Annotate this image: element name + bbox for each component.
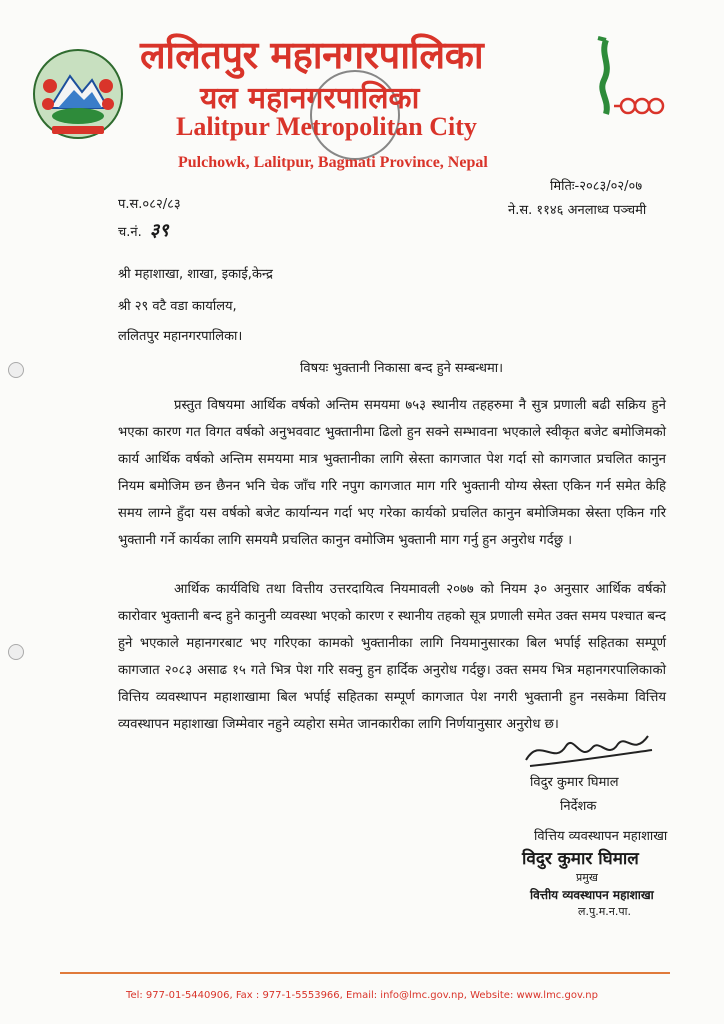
- signatory-designation: निर्देशक: [560, 799, 597, 814]
- body-paragraph-1: प्रस्तुत विषयमा आर्थिक वर्षको अन्तिम समयमा ७५३ स्थानीय तहहरुमा नै सुत्र प्रणाली बढी सक्रिय हुने भएका कारण गत विगत वर्षको अनुभववाट भुक्तानीमा ढिलो हुन सक्ने सम्भावना भएकाले स्वीकृत बजेट बमोजिमको कार्य आर्थिक वर्षको अन्तिम समयमा मात्र भुक्तानीका लागि स्रेस्ता कागजात पेश गर्दा सो कागजात प्रचलित कानुन नियम बमोजिम छन छैनन भनि चेक जाँच गरि नपुग कागजात माग गरि भुक्तानी योग्य स्रेस्ता एकिन गर्न समेत केहि समय लाग्ने हुँदा यस वर्षको बजेट कार्यान्यन गर्दा भए गरेका कार्यको प्रचलित कानुन बमोजिमका स्रेस्ता एकिन गरि भुक्तानी गर्ने कार्यका लागि समयमै प्रचलित कानुन वमोजिम भुक्तानी माग गर्नु हुन अनुरोध गर्दछु ।: [118, 398, 666, 548]
- body-paragraph-2: आर्थिक कार्यविधि तथा वित्तीय उत्तरदायित्व नियमावली २०७७ को नियम ३० अनुसार आर्थिक वर्षको कारोवार भुक्तानी बन्द हुने कानुनी व्यवस्था भएको कारण र स्थानीय तहको सूत्र प्रणाली समेत उक्त समय पश्चात बन्द हुने भएकाले महानगरबाट भए गरिएका कामको भुक्तानीका लागि नियमानुसारका बिल भर्पाई सहितका सम्पूर्ण कागजात २०८३ असाढ १५ गते भित्र पेश गरि सक्नु हुन हार्दिक अनुरोध गर्दछु। उक्त समय भित्र महानगरपालिकाको वित्तिय व्यवस्थापन महाशाखामा बिल भर्पाई सहितका सम्पूर्ण कागजात पेश नगरी भुक्तानी हुन नसकेमा वित्तिय व्यवस्थापन महाशाखा जिम्मेवार नहुने व्यहोरा समेत जानकारीका लागि निर्णयानुसार अनुरोध छ।: [118, 582, 666, 732]
- stamp-department: वित्तीय व्यवस्थापन महाशाखा: [530, 888, 654, 902]
- date: मितिः-२०८३/०२/०७: [550, 179, 643, 194]
- punch-hole-top: [8, 362, 24, 378]
- title-nepali: ललितपुर महानगरपालिका: [140, 33, 484, 77]
- nepal-sambat-date: ने.स. ११४६ अनलाध्व पञ्चमी: [508, 203, 647, 218]
- subject: विषयः भुक्तानी निकासा बन्द हुने सम्बन्धमा।: [300, 361, 504, 376]
- ch-number-row: [118, 218, 169, 242]
- signatory-name: विदुर कुमार घिमाल: [530, 775, 619, 790]
- stamp-name: विदुर कुमार घिमाल: [522, 849, 639, 869]
- signatory-department: वित्तिय व्यवस्थापन महाशाखा: [534, 829, 668, 844]
- footer-contact: Tel: 977-01-5440906, Fax : 977-1-5553966, Email: info@lmc.gov.np, Website: www.lmc.gov.np: [126, 990, 598, 1001]
- lmc-logo: [588, 36, 678, 122]
- title-newari: यल महानगरपालिका: [200, 81, 420, 116]
- ps-number: प.स.०८२/८३: [118, 197, 181, 212]
- stamp-role: प्रमुख: [576, 871, 598, 884]
- footer-rule: [60, 972, 670, 974]
- punch-hole-bottom: [8, 644, 24, 660]
- ch-label: च.नं.: [118, 225, 142, 240]
- stamp-org: ल.पु.म.न.पा.: [578, 905, 631, 918]
- title-english: Lalitpur Metropolitan City: [176, 112, 477, 141]
- nepal-emblem-logo: [30, 46, 126, 142]
- recipient-line-1: श्री महाशाखा, शाखा, इकाई,केन्द्र: [118, 267, 273, 282]
- handwritten-signature: [520, 726, 660, 772]
- recipient-line-3: ललितपुर महानगरपालिका।: [118, 329, 243, 344]
- ch-number: ३९: [149, 220, 169, 241]
- address: Pulchowk, Lalitpur, Bagmati Province, Nepal: [178, 154, 488, 171]
- recipient-line-2: श्री २९ वटै वडा कार्यालय,: [118, 299, 237, 314]
